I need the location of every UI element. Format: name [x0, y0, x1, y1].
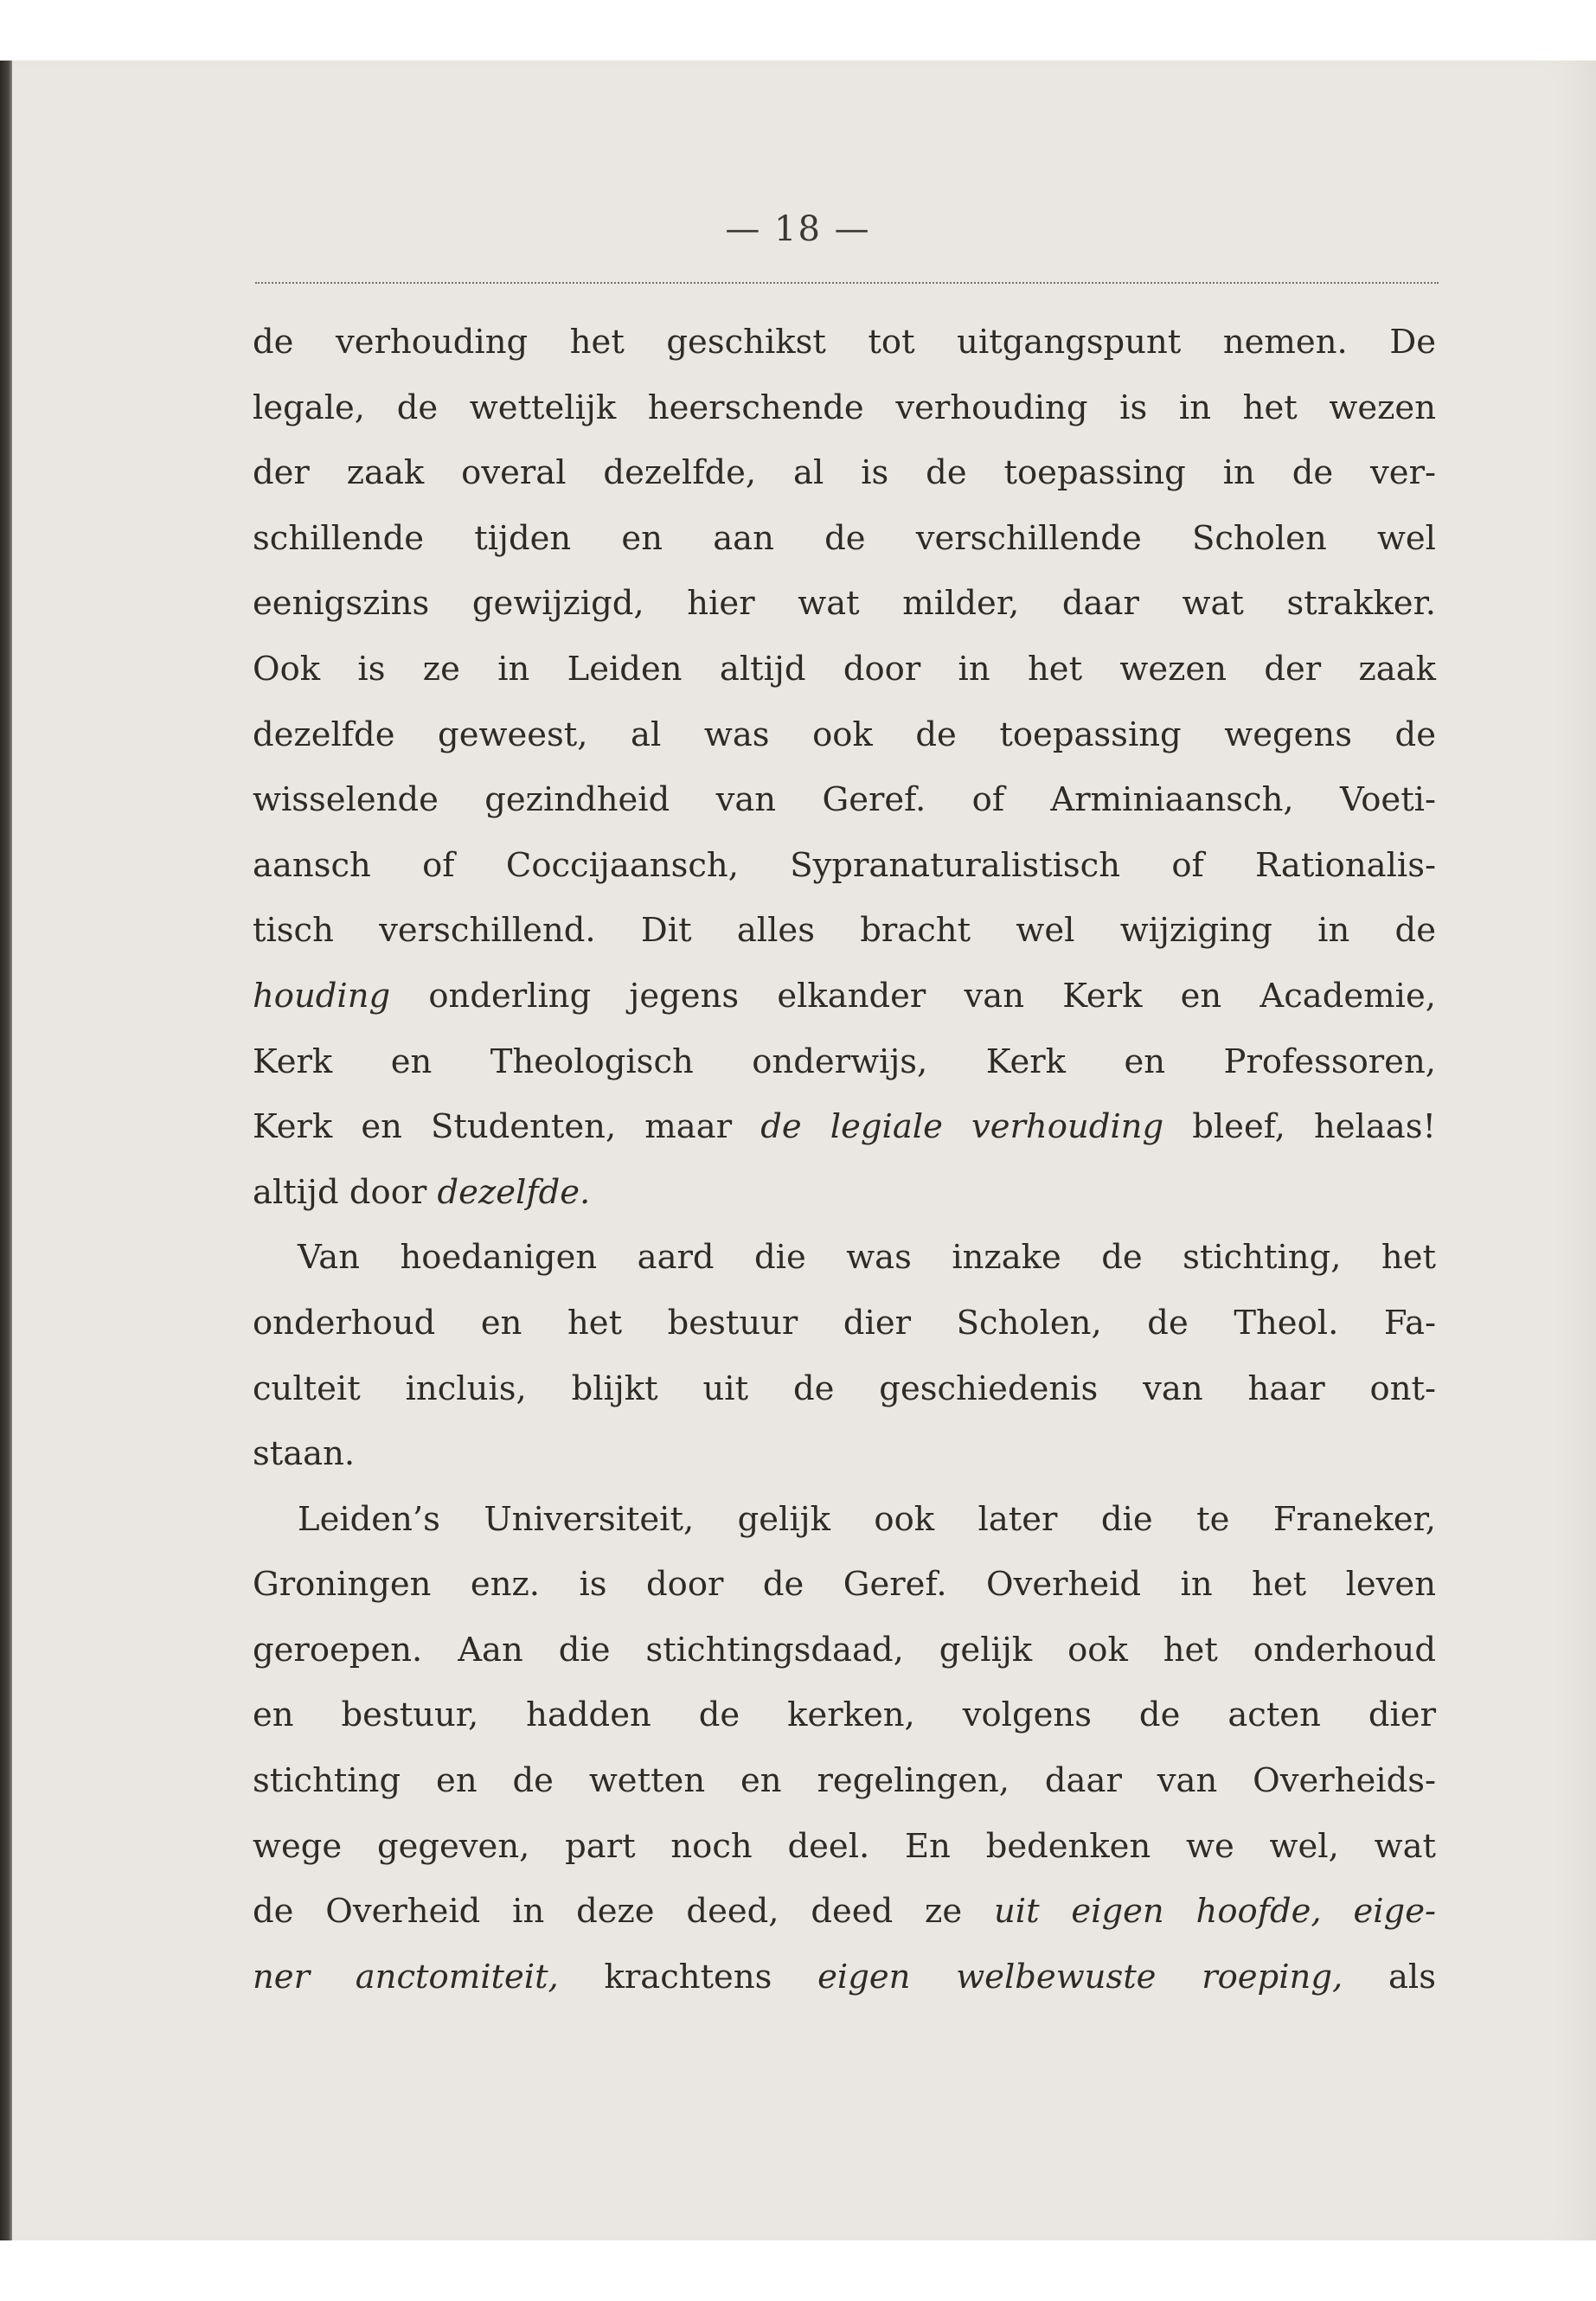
text-line: en bestuur, hadden de kerken, volgens de acten dier: [253, 1695, 1436, 1735]
body-text: [253, 310, 1436, 2009]
text-line: culteit incluis, blijkt uit de geschiedenis van haar ont-: [253, 1368, 1436, 1408]
italic-phrase: uit eigen hoofde, eige-: [993, 1892, 1436, 1932]
text-line: aansch of Coccijaansch, Sypranaturalistisch of Rationalis-: [253, 845, 1436, 885]
header-dotted-rule: [255, 282, 1439, 284]
italic-phrase: eigen welbewuste roeping,: [817, 1957, 1343, 1997]
text-line: [253, 1094, 1436, 1160]
text-line: dezelfde geweest, al was ook de toepassing wegens de: [253, 715, 1436, 754]
italic-phrase: dezelfde.: [437, 1172, 591, 1212]
text-line: Leiden’s Universiteit, gelijk ook later die te Franeker,: [298, 1499, 1436, 1539]
text-line: eenigszins gewijzigd, hier wat milder, daar wat strakker.: [253, 584, 1436, 624]
text-line: stichting en de wetten en regelingen, daar van Overheids-: [253, 1761, 1436, 1801]
line-segment: bleef, helaas!: [1163, 1107, 1436, 1147]
book-binding-edge: [0, 61, 12, 2240]
line-segment: Kerk en Studenten, maar: [253, 1107, 761, 1147]
text-line: wisselende gezindheid van Geref. of Arminiaansch, Voeti-: [253, 780, 1436, 820]
text-line: [253, 1160, 1436, 1226]
text-line: legale, de wettelijk heerschende verhouding is in het wezen: [253, 388, 1436, 427]
text-line: wege gegeven, part noch deel. En bedenken we wel, wat: [253, 1826, 1436, 1866]
text-line: tisch verschillend. Dit alles bracht wel wijziging in de: [253, 911, 1436, 951]
page-number: — 18 —: [725, 209, 871, 249]
text-line: onderhoud en het bestuur dier Scholen, de Theol. Fa-: [253, 1303, 1436, 1343]
text-line: Van hoedanigen aard die was inzake de stichting, het: [298, 1238, 1436, 1278]
text-line: geroepen. Aan die stichtingsdaad, gelijk ook het onderhoud: [253, 1630, 1436, 1670]
text-line: [253, 1879, 1436, 1945]
italic-phrase: ner anctomiteit,: [253, 1957, 559, 1997]
italic-phrase: houding: [253, 976, 391, 1016]
text-line: schillende tijden en aan de verschillende Scholen wel: [253, 518, 1436, 558]
text-line: [253, 1945, 1436, 2010]
text-line: Kerk en Theologisch onderwijs, Kerk en Professoren,: [253, 1042, 1436, 1081]
text-line: Ook is ze in Leiden altijd door in het wezen der zaak: [253, 649, 1436, 689]
line-segment: de Overheid in deze deed, deed ze: [253, 1892, 994, 1932]
text-line: staan.: [253, 1434, 356, 1474]
text-line: Groningen enz. is door de Geref. Overheid in het leven: [253, 1565, 1436, 1605]
italic-phrase: de legiale verhouding: [760, 1107, 1164, 1147]
line-segment: onderling jegens elkander van Kerk en Academie,: [390, 976, 1436, 1016]
text-line: [253, 964, 1436, 1029]
line-segment: krachtens: [558, 1957, 818, 1997]
line-segment: altijd door: [253, 1172, 438, 1212]
line-segment: als: [1343, 1957, 1436, 1997]
text-line: de verhouding het geschikst tot uitgangspunt nemen. De: [253, 323, 1436, 362]
text-line: der zaak overal dezelfde, al is de toepassing in de ver-: [253, 453, 1436, 493]
